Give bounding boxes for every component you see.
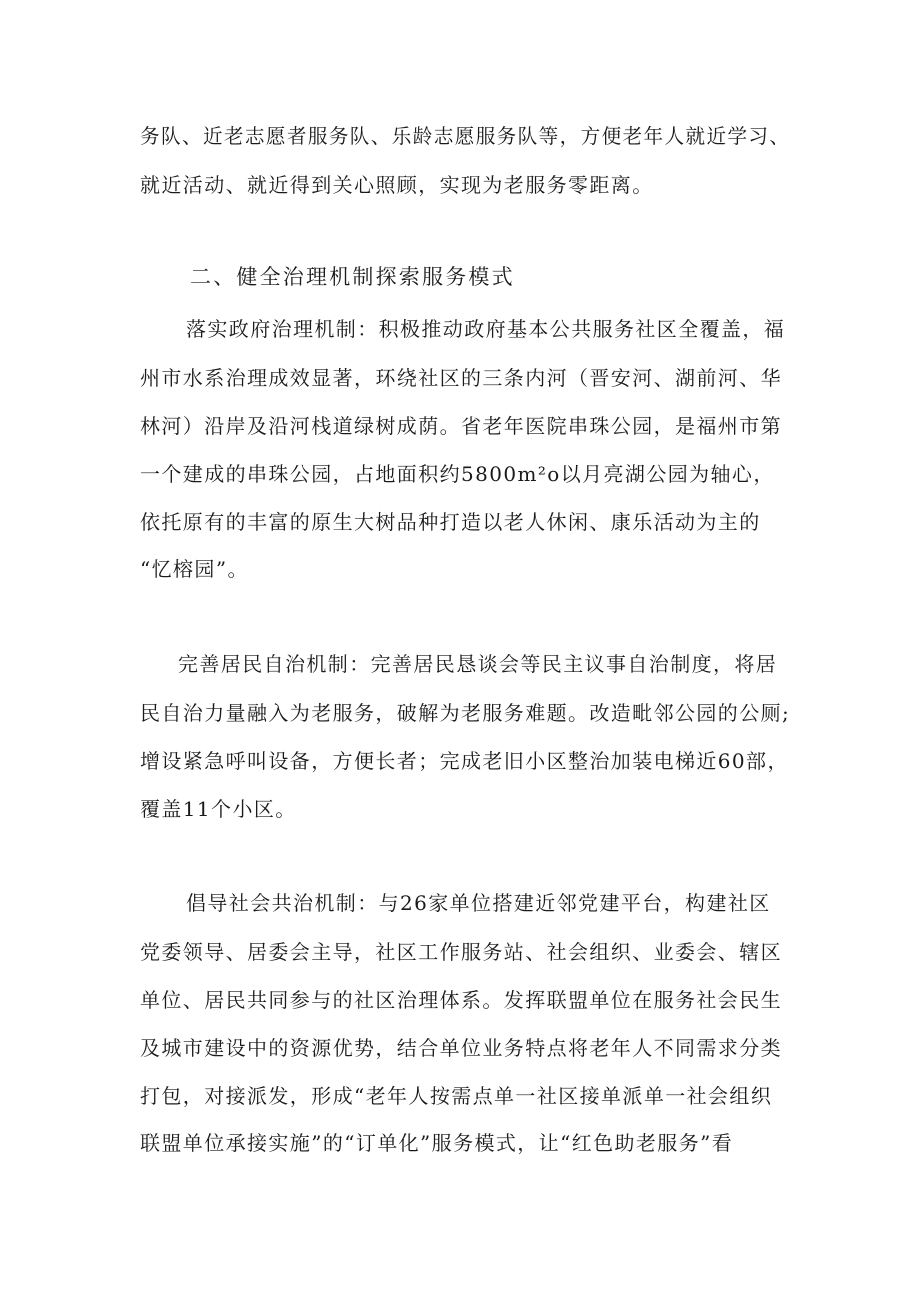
paragraph-residents-line-2: 民自治力量融入为老服务，破解为老服务难题。改造毗邻公园的公厕; bbox=[140, 701, 791, 725]
paragraph-government-line-4: 一个建成的串珠公园，占地面积约5800m²o以月亮湖公园为轴心， bbox=[140, 462, 775, 486]
paragraph-residents-line-4: 覆盖11个小区。 bbox=[140, 797, 297, 821]
paragraph-society-line-2: 党委领导、居委会主导，社区工作服务站、社会组织、业委会、辖区 bbox=[140, 940, 782, 964]
paragraph-society-line-5: 打包，对接派发，形成“老年人按需点单一社区接单派单一社会组织 bbox=[140, 1084, 773, 1108]
paragraph-government-line-2: 州市水系治理成效显著，环绕社区的三条内河（晋安河、湖前河、华 bbox=[140, 366, 782, 390]
paragraph-society-line-3: 单位、居民共同参与的社区治理体系。发挥联盟单位在服务社会民生 bbox=[140, 988, 782, 1012]
paragraph-government-line-3: 林河）沿岸及沿河栈道绿树成荫。省老年医院串珠公园，是福州市第 bbox=[140, 414, 782, 438]
paragraph-residents-line-1: 完善居民自治机制：完善居民恳谈会等民主议事自治制度，将居 bbox=[178, 652, 778, 676]
paragraph-society-line-4: 及城市建设中的资源优势，结合单位业务特点将老年人不同需求分类 bbox=[140, 1036, 782, 1060]
paragraph-government-line-6: “忆榕园”。 bbox=[140, 557, 249, 581]
section-heading: 二、健全治理机制探索服务模式 bbox=[190, 265, 515, 289]
paragraph-government-line-1: 落实政府治理机制：积极推动政府基本公共服务社区全覆盖，福 bbox=[186, 317, 786, 341]
paragraph-society-line-6: 联盟单位承接实施”的“订单化”服务模式，让“红色助老服务”看 bbox=[140, 1131, 734, 1155]
intro-line-2: 就近活动、就近得到关心照顾，实现为老服务零距离。 bbox=[140, 173, 654, 197]
paragraph-government-line-5: 依托原有的丰富的原生大树品种打造以老人休闲、康乐活动为主的 bbox=[140, 510, 761, 534]
paragraph-residents-line-3: 增设紧急呼叫设备，方便长者；完成老旧小区整治加装电梯近60部， bbox=[140, 749, 789, 773]
paragraph-society-line-1: 倡导社会共治机制：与26家单位搭建近邻党建平台，构建社区 bbox=[186, 891, 771, 915]
intro-line-1: 务队、近老志愿者服务队、乐龄志愿服务队等，方便老年人就近学习、 bbox=[140, 124, 791, 148]
